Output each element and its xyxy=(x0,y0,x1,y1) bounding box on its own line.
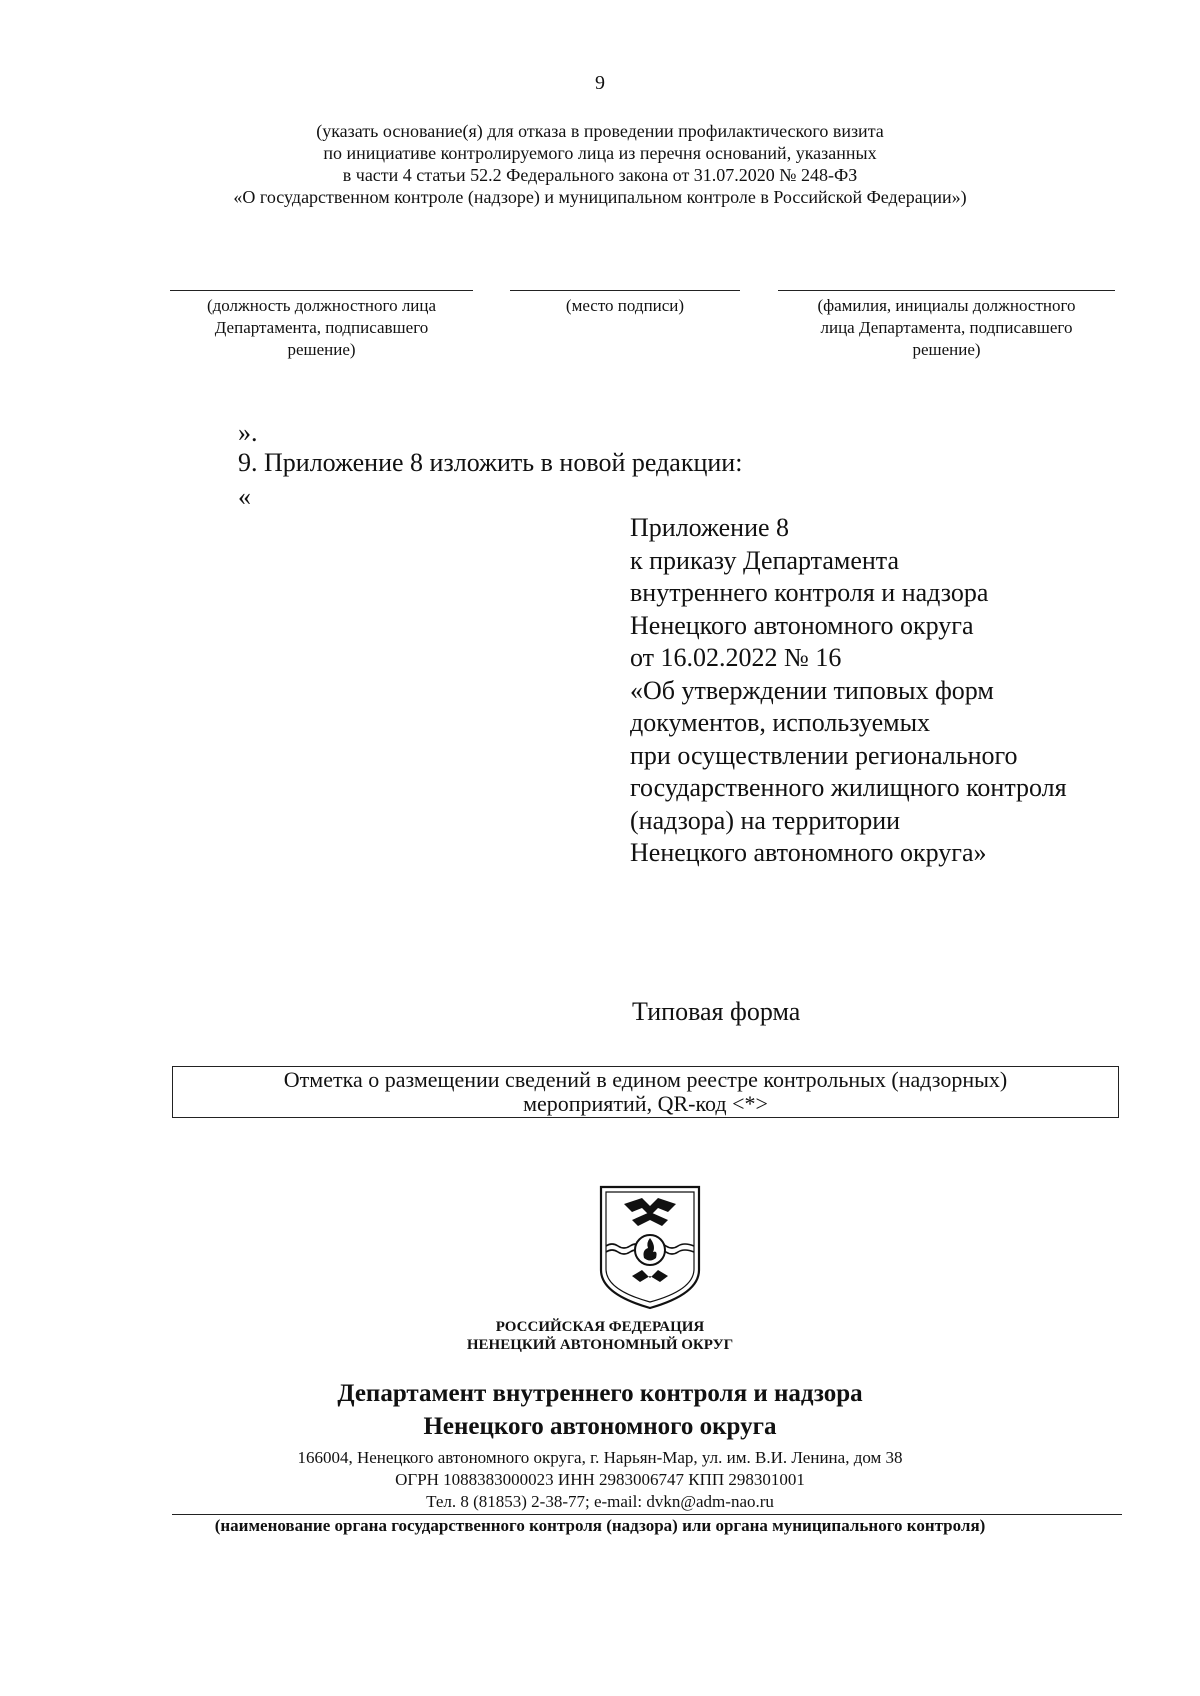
place-signature-line xyxy=(510,290,740,291)
country-heading: РОССИЙСКАЯ ФЕДЕРАЦИЯ НЕНЕЦКИЙ АВТОНОМНЫЙ ОКРУГ xyxy=(466,1319,734,1353)
department-contacts: Тел. 8 (81853) 2-38-77; e-mail: dvkn@adm-nao.ru xyxy=(426,1492,774,1511)
closing-quote: ». xyxy=(238,418,258,447)
typical-form-title: Типовая форма xyxy=(632,997,801,1026)
appendix-header: Приложение 8 к приказу Департамента внутреннего контроля и надзора Ненецкого автономного округа от 16.02.2022 № 16 «Об утверждении типовых форм документов, используемых при осуществлении регионального государственного жилищного контроля (надзора) на территории Ненецкого автономного округа» xyxy=(630,513,1067,867)
name-signature-line xyxy=(778,290,1115,291)
position-caption: (должность должностного лица Департамента, подписавшего решение) xyxy=(206,296,437,359)
name-caption: (фамилия, инициалы должностного лица Департамента, подписавшего решение) xyxy=(817,296,1076,359)
org-name-line xyxy=(172,1514,1122,1515)
hint-line: (указать основание(я) для отказа в проведении профилактического визита xyxy=(316,121,884,141)
place-caption: (место подписи) xyxy=(565,296,685,315)
item-9-text: 9. Приложение 8 изложить в новой редакции: xyxy=(238,448,743,477)
department-name: Департамент внутреннего контроля и надзора Ненецкого автономного округа xyxy=(337,1380,863,1440)
department-registration: ОГРН 1088383000023 ИНН 2983006747 КПП 298301001 xyxy=(395,1470,805,1489)
department-address: 166004, Ненецкого автономного округа, г. Нарьян-Мар, ул. им. В.И. Ленина, дом 38 xyxy=(297,1448,903,1467)
hint-line: в части 4 статьи 52.2 Федерального закона от 31.07.2020 № 248-ФЗ xyxy=(342,165,858,185)
refusal-reason-hint xyxy=(0,120,1200,208)
org-name-caption: (наименование органа государственного контроля (надзора) или органа муниципального контроля) xyxy=(214,1516,986,1535)
department-details xyxy=(0,1447,1200,1513)
position-signature-line xyxy=(170,290,473,291)
nenets-ao-coat-of-arms-icon xyxy=(598,1184,702,1311)
hint-line: по инициативе контролируемого лица из перечня оснований, указанных xyxy=(323,143,877,163)
opening-quote: « xyxy=(238,482,251,511)
page-number: 9 xyxy=(595,72,605,94)
registry-mark-box: Отметка о размещении сведений в едином реестре контрольных (надзорных) мероприятий, QR-код <*> xyxy=(172,1066,1119,1118)
hint-line: «О государственном контроле (надзоре) и муниципальном контроле в Российской Федерации») xyxy=(233,187,967,207)
